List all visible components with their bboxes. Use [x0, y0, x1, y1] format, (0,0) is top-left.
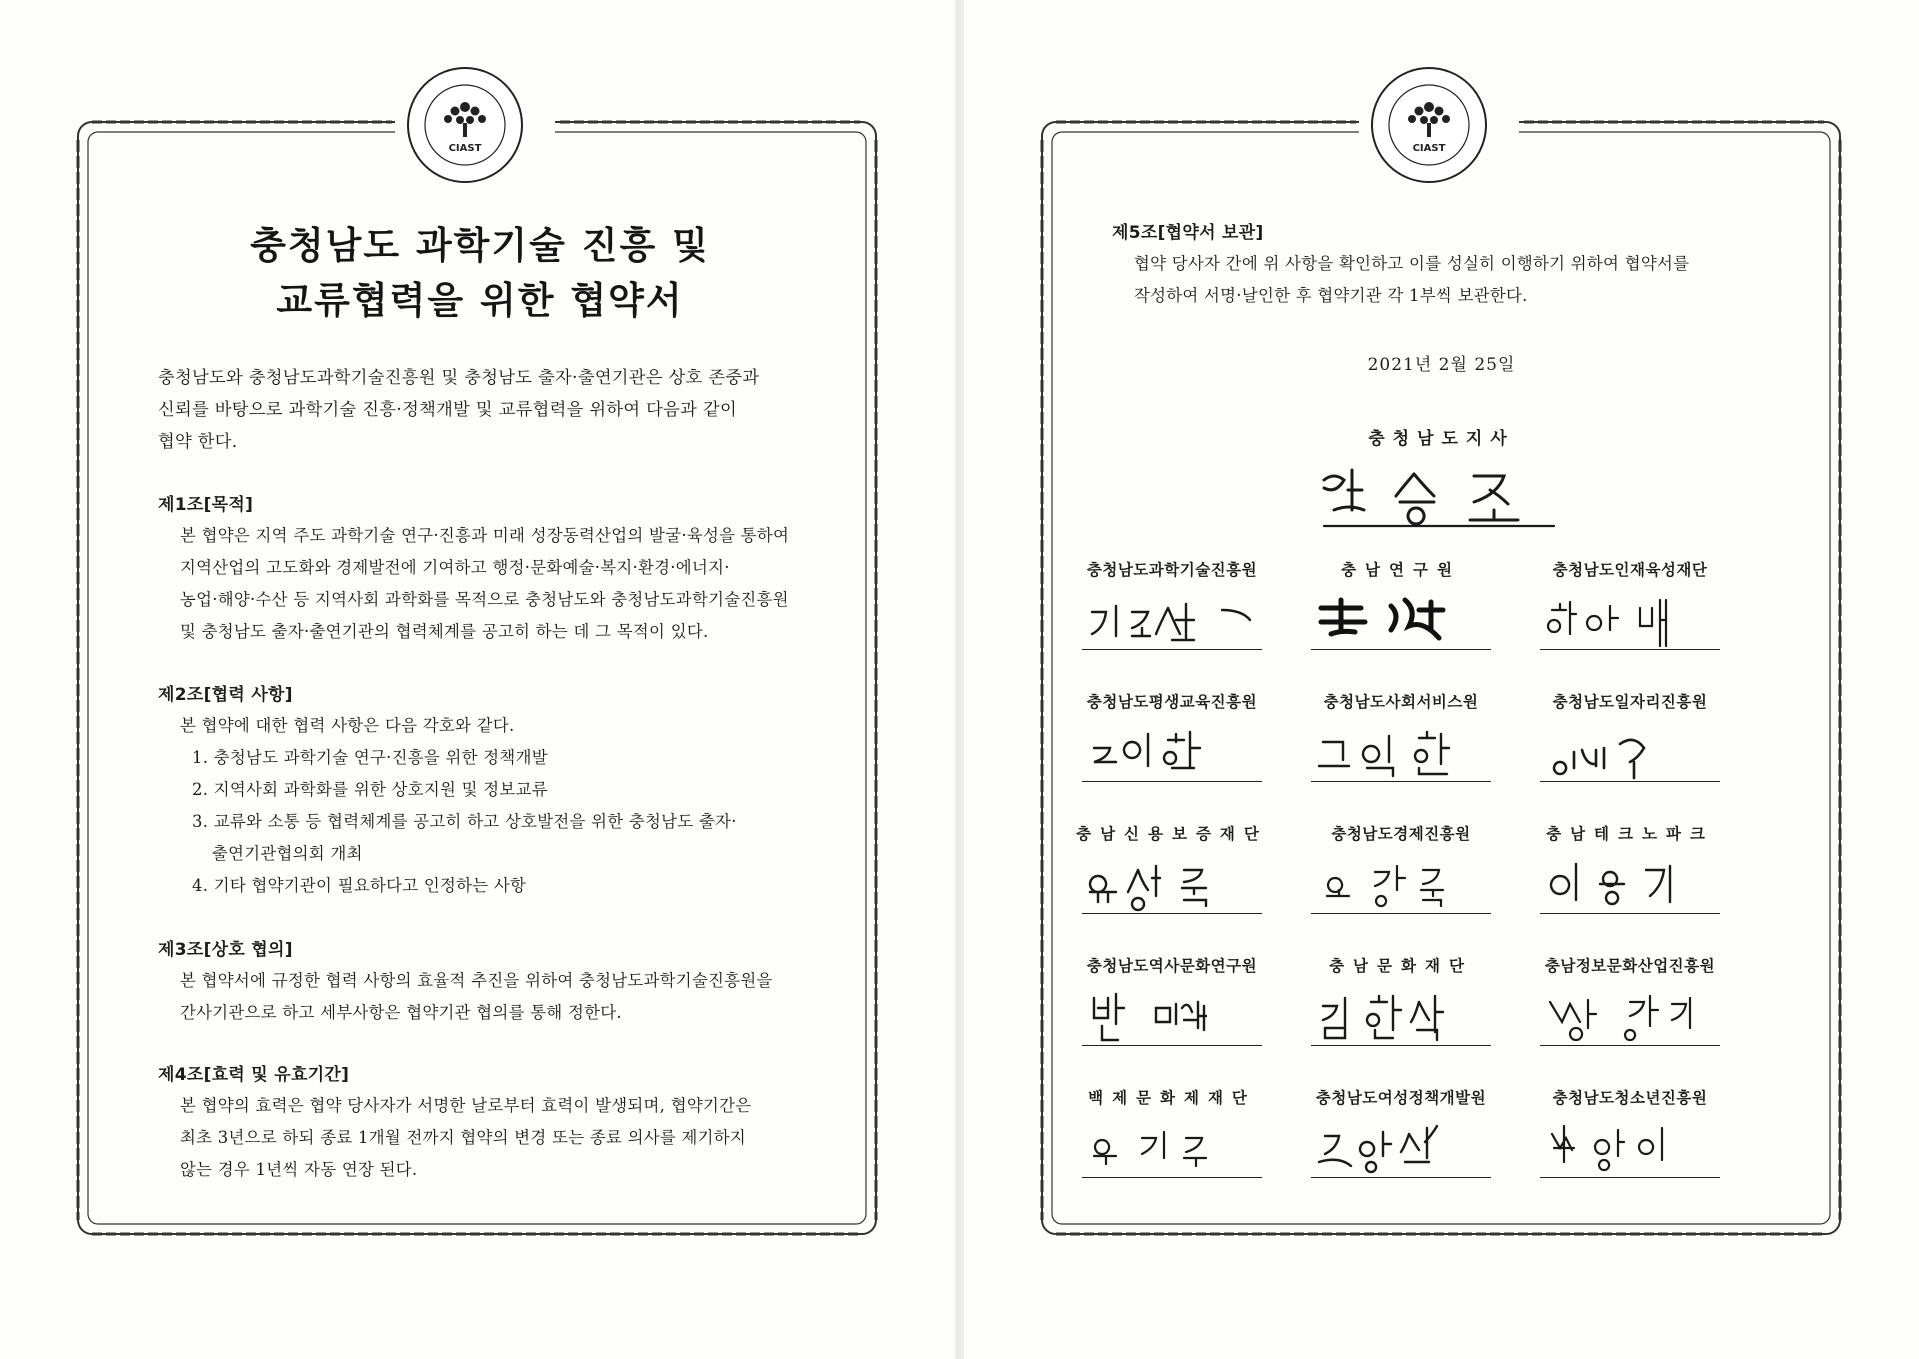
signatory-block: [1530, 1086, 1730, 1178]
agreement-page-1: [0, 0, 955, 1359]
handwritten-signature: [1301, 590, 1501, 650]
article-line: 작성하여 서명·날인한 후 협약기관 각 1부씩 보관한다.: [1134, 286, 1528, 305]
signatory-name: 충청남도역사문화연구원: [1086, 957, 1258, 975]
handwritten-signature: [1301, 722, 1501, 782]
intro-line: 협약 한다.: [158, 432, 238, 452]
signatory-name: 충청남도사회서비스원: [1323, 693, 1479, 711]
article-heading: 제2조[협력 사항]: [158, 685, 293, 705]
signatory-block: [1072, 822, 1272, 914]
article-line: 본 협약에 대한 협력 사항은 다음 각호와 같다.: [180, 716, 515, 735]
article-heading: 제3조[상호 협의]: [158, 940, 293, 960]
handwritten-signature: [1072, 590, 1272, 650]
intro-line: 충청남도와 충청남도과학기술진흥원 및 충청남도 출자·출연기관은 상호 존중과: [158, 368, 760, 388]
list-item: 2. 지역사회 과학화를 위한 상호지원 및 정보교류: [192, 780, 548, 799]
document-title: [100, 218, 860, 328]
signatory-name: 충남정보문화산업진흥원: [1544, 957, 1716, 975]
list-item: 4. 기타 협약기관이 필요하다고 인정하는 사항: [192, 876, 527, 895]
intro-line: 신뢰를 바탕으로 과학기술 진흥·정책개발 및 교류협력을 위하여 다음과 같이: [158, 400, 737, 420]
handwritten-signature: [1072, 722, 1272, 782]
signatory-block: [1301, 954, 1501, 1046]
signatory-name: 충남신용보증재단: [1076, 825, 1268, 843]
article-heading: 제5조[협약서 보관]: [1112, 223, 1264, 243]
handwritten-signature: [1301, 986, 1501, 1046]
handwritten-signature: [1072, 854, 1272, 914]
signatory-name: 충청남도여성정책개발원: [1315, 1089, 1487, 1107]
handwritten-signature: [1530, 986, 1730, 1046]
signatory-block: [1072, 558, 1272, 650]
signatory-name: 충청남도청소년진흥원: [1552, 1089, 1708, 1107]
list-item-continuation: 출연기관협의회 개최: [212, 844, 363, 863]
handwritten-signature: [1301, 854, 1501, 914]
list-item: 1. 충청남도 과학기술 연구·진흥을 위한 정책개발: [192, 748, 548, 767]
handwritten-signature: [1072, 986, 1272, 1046]
signatory-name: 충남연구원: [1341, 561, 1461, 579]
signatory-block: [1530, 954, 1730, 1046]
signatory-block: [1530, 558, 1730, 650]
signatory-block: [1072, 954, 1272, 1046]
article-line: 본 협약서에 규정한 협력 사항의 효율적 추진을 위하여 충청남도과학기술진흥원을: [180, 971, 773, 990]
article-3: [158, 935, 808, 1029]
handwritten-signature: [1530, 722, 1730, 782]
article-2: [158, 680, 808, 902]
article-line: 및 충청남도 출자·출연기관의 협력체계를 공고히 하는 데 그 목적이 있다.: [180, 622, 709, 641]
signatory-block: [1072, 690, 1272, 782]
article-line: 협약 당사자 간에 위 사항을 확인하고 이를 성실히 이행하기 위하여 협약서를: [1134, 254, 1690, 273]
article-line: 농업·해양·수산 등 지역사회 과학화를 목적으로 충청남도와 충청남도과학기술진흥원: [180, 590, 789, 609]
article-4: [158, 1060, 808, 1186]
signatory-block: [1530, 822, 1730, 914]
article-line: 본 협약은 지역 주도 과학기술 연구·진흥과 미래 성장동력산업의 발굴·육성을 통하여: [180, 526, 790, 545]
signatory-block: [1301, 690, 1501, 782]
title-line-1: 충청남도 과학기술 진흥 및: [250, 224, 710, 267]
signatory-name: 충남문화재단: [1329, 957, 1473, 975]
ciast-seal-logo: [1369, 65, 1489, 185]
title-line-2: 교류협력을 위한 협약서: [276, 279, 684, 322]
list-item: 3. 교류와 소통 등 협력체계를 공고히 하고 상호발전을 위한 충청남도 출자·: [192, 812, 737, 831]
ciast-seal-logo: [405, 65, 525, 185]
article-line: 간사기관으로 하고 세부사항은 협약기관 협의를 통해 정한다.: [180, 1003, 622, 1022]
signatory-block: [1072, 1086, 1272, 1178]
signatory-block: [1530, 690, 1730, 782]
signatory-name: 충청남도과학기술진흥원: [1086, 561, 1258, 579]
signatory-name: 백제문화제재단: [1088, 1089, 1256, 1107]
handwritten-signature: [1530, 590, 1730, 650]
article-line: 최초 3년으로 하되 종료 1개월 전까지 협약의 변경 또는 종료 의사를 제기하지: [180, 1128, 747, 1147]
signatory-name: 충청남도경제진흥원: [1331, 825, 1471, 843]
signatory-name: 충청남도인재육성재단: [1552, 561, 1708, 579]
article-heading: 제4조[효력 및 유효기간]: [158, 1065, 350, 1085]
signatory-block: [1301, 1086, 1501, 1178]
handwritten-signature: [1530, 854, 1730, 914]
signatory-name: 충청남도평생교육진흥원: [1086, 693, 1258, 711]
governor-signature: [1304, 460, 1584, 532]
seal-label: CIAST: [1412, 143, 1446, 154]
seal-label: CIAST: [448, 143, 482, 154]
handwritten-signature: [1072, 1118, 1272, 1178]
intro-paragraph: [158, 362, 798, 458]
governor-title: 충청남도지사: [1368, 429, 1515, 449]
handwritten-signature: [1301, 1118, 1501, 1178]
article-heading: 제1조[목적]: [158, 495, 254, 515]
signatory-block: [1301, 822, 1501, 914]
article-line: 지역산업의 고도화와 경제발전에 기여하고 행정·문화예술·복지·환경·에너지·: [180, 558, 730, 577]
signatory-name: 충남테크노파크: [1546, 825, 1714, 843]
article-1: [158, 490, 808, 648]
article-line: 않는 경우 1년씩 자동 연장 된다.: [180, 1160, 418, 1179]
signatory-block: [1301, 558, 1501, 650]
article-5: [1112, 218, 1792, 312]
article-line: 본 협약의 효력은 협약 당사자가 서명한 날로부터 효력이 발생되며, 협약기간은: [180, 1096, 752, 1115]
signatory-name: 충청남도일자리진흥원: [1552, 693, 1708, 711]
page-gutter: [955, 0, 964, 1359]
agreement-page-2: [964, 0, 1919, 1359]
handwritten-signature: [1530, 1118, 1730, 1178]
signing-date: 2021년 2월 25일: [1367, 355, 1516, 375]
